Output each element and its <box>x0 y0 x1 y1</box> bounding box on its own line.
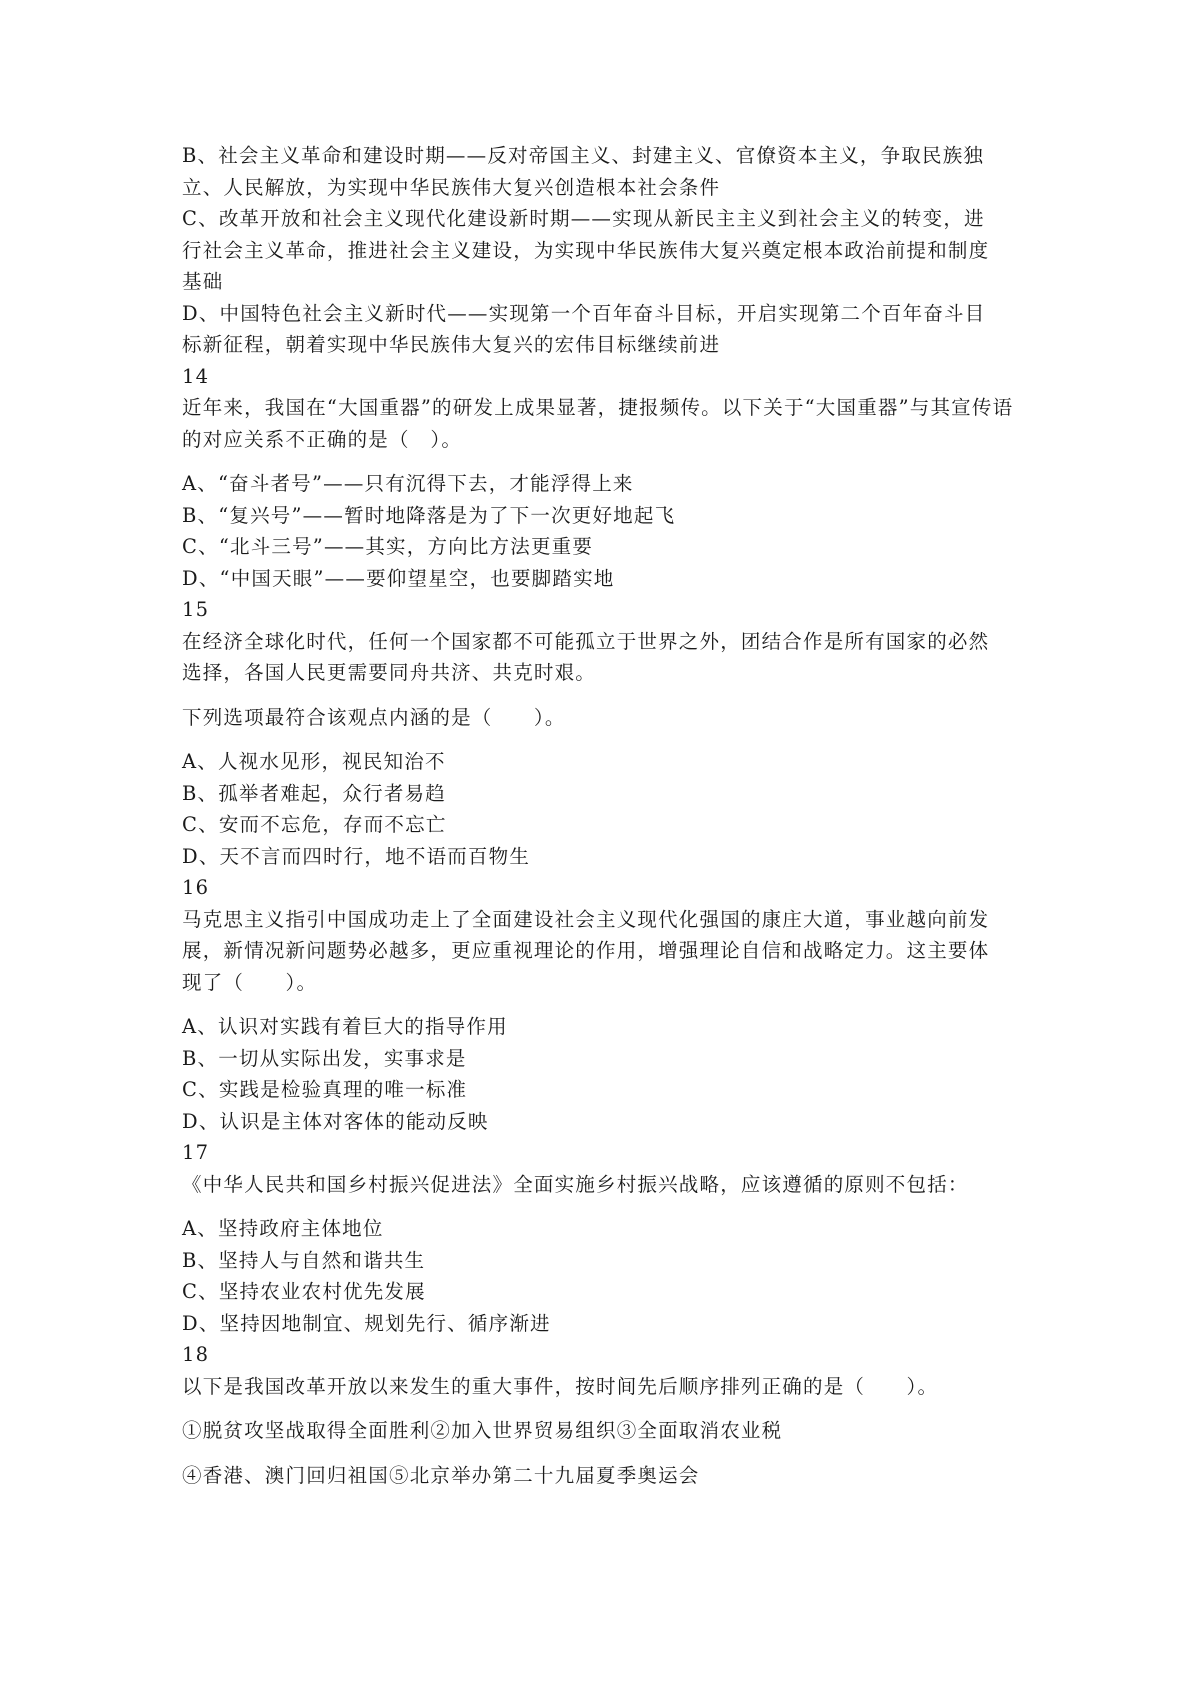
q14-option-d: D、“中国天眼”——要仰望星空，也要脚踏实地 <box>182 566 615 590</box>
q13-option-d-line2: 标新征程，朝着实现中华民族伟大复兴的宏伟目标继续前进 <box>182 333 721 356</box>
q13-option-c-line1: C、改革开放和社会主义现代化建设新时期——实现从新民主主义到社会主义的转变，进 <box>182 207 985 230</box>
q18-items-line1: ①脱贫攻坚战取得全面胜利②加入世界贸易组织③全面取消农业税 <box>182 1419 783 1442</box>
q13-option-c-line2: 行社会主义革命，推进社会主义建设，为实现中华民族伟大复兴奠定根本政治前提和制度 <box>182 238 990 262</box>
q18-items-line2: ④香港、澳门回归祖国⑤北京举办第二十九届夏季奥运会 <box>182 1463 700 1487</box>
q17-option-b: B、坚持人与自然和谐共生 <box>182 1248 426 1272</box>
q17-option-a: A、坚持政府主体地位 <box>182 1217 384 1240</box>
q17-option-c: C、坚持农业农村优先发展 <box>182 1280 426 1303</box>
q16-option-b: B、一切从实际出发，实事求是 <box>182 1046 467 1070</box>
q15-number: 15 <box>182 598 210 621</box>
q15-stem-line2: 选择，各国人民更需要同舟共济、共克时艰。 <box>182 661 597 684</box>
q18-stem-line1: 以下是我国改革开放以来发生的重大事件，按时间先后顺序排列正确的是（ ）。 <box>182 1374 939 1398</box>
q17-number: 17 <box>182 1141 210 1164</box>
q15-option-b: B、孤举者难起，众行者易趋 <box>182 781 446 805</box>
q15-stem-line3: 下列选项最符合该观点内涵的是（ ）。 <box>182 705 566 729</box>
q16-stem-line2: 展，新情况新问题势必越多，更应重视理论的作用，增强理论自信和战略定力。这主要体 <box>182 939 990 962</box>
q14-option-c: C、“北斗三号”——其实，方向比方法更重要 <box>182 535 594 558</box>
q16-option-d: D、认识是主体对客体的能动反映 <box>182 1109 489 1133</box>
q14-stem-line1: 近年来，我国在“大国重器”的研发上成果显著，捷报频传。以下关于“大国重器”与其宣传语 <box>182 396 1014 419</box>
q13-option-c-line3: 基础 <box>182 270 224 293</box>
q15-option-c: C、安而不忘危，存而不忘亡 <box>182 813 447 836</box>
q16-number: 16 <box>182 876 210 899</box>
q17-option-d: D、坚持因地制宜、规划先行、循序渐进 <box>182 1311 551 1335</box>
q15-option-a: A、人视水见形，视民知治不 <box>182 750 446 773</box>
q15-stem-line1: 在经济全球化时代，任何一个国家都不可能孤立于世界之外，团结合作是所有国家的必然 <box>182 629 990 653</box>
q16-stem-line1: 马克思主义指引中国成功走上了全面建设社会主义现代化强国的康庄大道，事业越向前发 <box>182 907 990 931</box>
q17-stem-line1: 《中华人民共和国乡村振兴促进法》全面实施乡村振兴战略，应该遵循的原则不包括： <box>182 1172 969 1196</box>
q14-stem-line2: 的对应关系不正确的是（ ）。 <box>182 427 463 451</box>
q14-number: 14 <box>182 364 210 388</box>
q13-option-d-line1: D、中国特色社会主义新时代——实现第一个百年奋斗目标，开启实现第二个百年奋斗目 <box>182 301 986 325</box>
q14-option-a: A、“奋斗者号”——只有沉得下去，才能浮得上来 <box>182 472 634 495</box>
q15-option-d: D、天不言而四时行，地不语而百物生 <box>182 844 531 868</box>
q14-option-b: B、“复兴号”——暂时地降落是为了下一次更好地起飞 <box>182 503 676 527</box>
document-page <box>182 140 1020 1491</box>
q16-option-c: C、实践是检验真理的唯一标准 <box>182 1078 468 1101</box>
q13-option-b-line2: 立、人民解放，为实现中华民族伟大复兴创造根本社会条件 <box>182 175 721 199</box>
q16-stem-line3: 现了（ ）。 <box>182 970 318 994</box>
q18-number: 18 <box>182 1343 210 1366</box>
q13-option-b-line1: B、社会主义革命和建设时期——反对帝国主义、封建主义、官僚资本主义，争取民族独 <box>182 144 985 167</box>
q16-option-a: A、认识对实践有着巨大的指导作用 <box>182 1015 508 1038</box>
